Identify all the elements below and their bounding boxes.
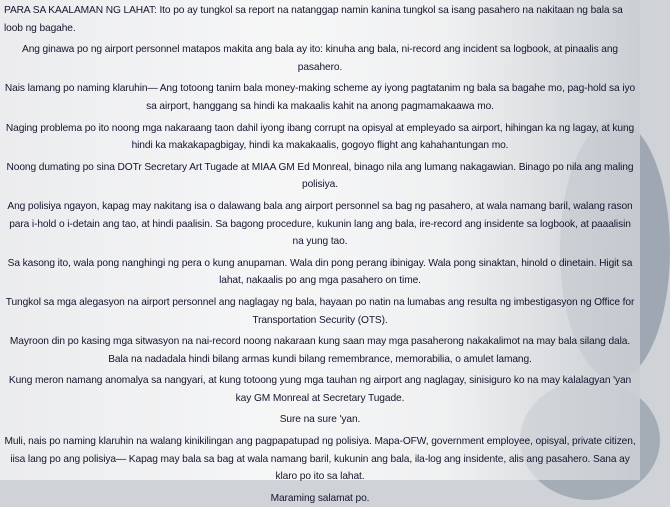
paragraph: Naging problema po ito noong mga nakaraang taon dahil iyong ibang corrupt na opisyal at empleyado sa airport, hihingan ka ng lagay, at kung hindi ka makakapagbigay, hindi ka makakaalis, gogoyo flight ang kahahantungan mo. (5, 122, 635, 152)
paragraph: Nais lamang po naming klaruhin— Ang totoong tanim bala money-making scheme ay iyong pagtatanim ng bala sa bagahe mo, pag-hold sa iyo sa airport, hanggang sa hindi ka makaalis kahit na anong pagmamakaawa mo. (4, 83, 636, 112)
paragraph: Ang ginawa po ng airport personnel matapos makita ang bala ay ito: kinuha ang bala, ni-record ang incident sa logbook, at pinaalis ang pasahero. (22, 44, 618, 73)
paragraph: Tungkol sa mga alegasyon na airport personnel ang naglagay ng bala, hayaan po natin na lumabas ang resulta ng imbestigasyon ng Office for Transportation Security (OTS). (5, 296, 635, 326)
paragraph: Mayroon din po kasing mga sitwasyon na nai-record noong nakaraan kung saan may mga pasaherong nakakalimot na may bala silang dala. Bala na nadadala hindi bilang armas kundi bilang remembrance, memorabilia, o amulet lamang. (9, 336, 631, 365)
post-text-body (4, 2, 636, 504)
paragraph: Sa kasong ito, wala pong nanghingi ng pera o kung anupaman. Wala din pong perang ibinigay. Wala pong sinaktan, hinold o dinetain. Higit sa lahat, nakaalis po ang mga pasahero on time. (7, 257, 633, 287)
paragraph-closing: Maraming salamat po. (270, 492, 370, 504)
paragraph: Ang polisiya ngayon, kapag may nakitang isa o dalawang bala ang airport personnel sa bag ng pasahero, at wala namang baril, walang rason para i-hold o i-detain ang tao, at hindi paalisin. Sa bagong procedure, kukunin lang ang bala, ire-record ang insidente sa logbook, at paaalisin na yung tao. (7, 200, 633, 248)
paragraph: Noong dumating po sina DOTr Secretary Art Tugade at MIAA GM Ed Monreal, binago nila ang lumang nakagawian. Binago po nila ang maling polisiya. (6, 161, 634, 191)
paragraph-intro: PARA SA KAALAMAN NG LAHAT: Ito po ay tungkol sa report na natanggap namin kanina tungkol sa isang pasahero na nakitaan ng bala sa loob ng bagahe. (4, 5, 623, 34)
paragraph: Kung meron namang anomalya sa nangyari, at kung totoong yung mga tauhan ng airport ang naglagay, sinisiguro ko na may kalalagyan 'yan kay GM Monreal at Secretary Tugade. (8, 375, 632, 404)
paragraph: Sure na sure 'yan. (279, 414, 361, 426)
paragraph: Muli, nais po naming klaruhin na walang kinikilingan ang pagpapatupad ng polisiya. Mapa-OFW, government employee, opisyal, private citizen, iisa lang po ang polisiya— Kapag may bala sa bag at wala namang baril, kukunin ang bala, ila-log ang insidente, alis ang pasahero. Sana ay klaro po ito sa lahat. (4, 436, 636, 483)
